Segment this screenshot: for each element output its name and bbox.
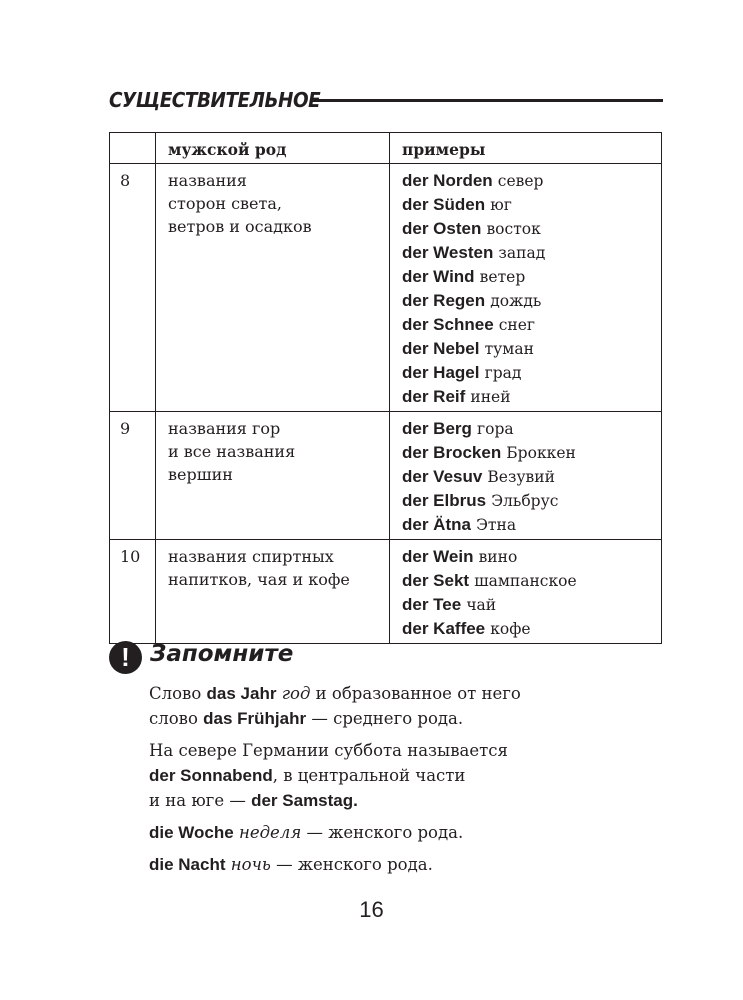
note-text: — женского рода. (301, 823, 464, 842)
note-paragraph (149, 852, 649, 877)
note-text: — женского рода. (270, 855, 433, 874)
table-header-row (110, 133, 662, 164)
german-word: der Norden (402, 171, 493, 190)
example-item (402, 569, 653, 593)
note-paragraph (149, 681, 649, 731)
example-item (402, 193, 653, 217)
note-text: . (353, 791, 358, 810)
german-word: der Osten (402, 219, 482, 238)
note-body (149, 681, 649, 884)
translation-italic: год (281, 684, 311, 703)
german-word: der Nebel (402, 339, 480, 358)
note-text: На севере Германии суббота называется (149, 741, 508, 760)
example-item (402, 545, 653, 569)
example-item (402, 241, 653, 265)
example-item (402, 593, 653, 617)
section-header (109, 88, 663, 114)
russian-translation: запад (498, 244, 546, 262)
german-word: der Berg (402, 419, 472, 438)
description-line: ветров и осадков (168, 217, 312, 236)
german-term: die Woche (149, 823, 234, 842)
russian-translation: ветер (479, 268, 526, 286)
russian-translation: шампанское (474, 572, 577, 590)
row-description (156, 412, 390, 540)
description-line: и все названия (168, 442, 296, 461)
exclamation-icon: ! (109, 641, 142, 674)
note-text: слово (149, 709, 204, 728)
table-row (110, 412, 662, 540)
example-item (402, 313, 653, 337)
german-word: der Elbrus (402, 491, 487, 510)
german-word: der Brocken (402, 443, 502, 462)
row-examples (390, 412, 662, 540)
example-item (402, 337, 653, 361)
translation-italic: неделя (238, 823, 302, 842)
russian-translation: снег (498, 316, 536, 334)
example-item (402, 289, 653, 313)
russian-translation: Эльбрус (491, 492, 559, 510)
row-examples (390, 164, 662, 412)
russian-translation: чай (466, 596, 497, 614)
russian-translation: юг (490, 196, 512, 214)
table-row (110, 164, 662, 412)
german-word: der Regen (402, 291, 486, 310)
german-term: das Jahr (206, 684, 277, 703)
russian-translation: Этна (476, 516, 517, 534)
row-description (156, 540, 390, 644)
row-number: 9 (110, 412, 156, 540)
german-term: der Samstag (251, 791, 354, 810)
example-item (402, 465, 653, 489)
note-text: и образованное от него (310, 684, 521, 703)
note-text: Слово (149, 684, 207, 703)
example-item (402, 617, 653, 641)
row-number: 8 (110, 164, 156, 412)
note-text: и на юге — (149, 791, 252, 810)
description-line: напитков, чая и кофе (168, 570, 350, 589)
note-title: Запомните (150, 641, 294, 667)
german-word: der Kaffee (402, 619, 486, 638)
example-item (402, 217, 653, 241)
noun-gender-table (109, 132, 662, 644)
german-word: der Ätna (402, 515, 471, 534)
row-number: 10 (110, 540, 156, 644)
russian-translation: Броккен (506, 444, 576, 462)
russian-translation: гора (477, 420, 514, 438)
german-term: das Frühjahr (203, 709, 307, 728)
table-row (110, 540, 662, 644)
section-rule (312, 99, 663, 102)
german-word: der Westen (402, 243, 494, 262)
description-line: названия гор (168, 419, 281, 438)
german-word: der Reif (402, 387, 466, 406)
russian-translation: Везувий (487, 468, 555, 486)
russian-translation: вино (478, 548, 518, 566)
russian-translation: иней (470, 388, 511, 406)
german-word: der Schnee (402, 315, 494, 334)
german-word: der Vesuv (402, 467, 483, 486)
example-item (402, 265, 653, 289)
section-title: СУЩЕСТВИТЕЛЬНОЕ (109, 88, 321, 112)
header-cell-masculine: мужской род (156, 133, 390, 164)
german-term: die Nacht (149, 855, 226, 874)
german-word: der Sekt (402, 571, 470, 590)
example-item (402, 169, 653, 193)
note-text: , в центральной части (272, 766, 466, 785)
russian-translation: град (484, 364, 522, 382)
page-number: 16 (359, 897, 384, 922)
note-paragraph (149, 820, 649, 845)
note-text: — среднего рода. (306, 709, 464, 728)
header-cell-number (110, 133, 156, 164)
row-examples (390, 540, 662, 644)
example-item (402, 489, 653, 513)
russian-translation: кофе (490, 620, 531, 638)
german-word: der Süden (402, 195, 486, 214)
translation-italic: ночь (230, 855, 271, 874)
description-line: названия (168, 171, 247, 190)
note-paragraph (149, 738, 649, 813)
german-word: der Tee (402, 595, 462, 614)
russian-translation: восток (486, 220, 541, 238)
example-item (402, 361, 653, 385)
example-item (402, 441, 653, 465)
german-word: der Wein (402, 547, 474, 566)
description-line: названия спиртных (168, 547, 334, 566)
russian-translation: дождь (490, 292, 542, 310)
example-item (402, 417, 653, 441)
russian-translation: туман (484, 340, 534, 358)
german-word: der Hagel (402, 363, 480, 382)
description-line: сторон света, (168, 194, 282, 213)
example-item (402, 385, 653, 409)
example-item (402, 513, 653, 537)
row-description (156, 164, 390, 412)
german-word: der Wind (402, 267, 475, 286)
german-term: der Sonnabend (149, 766, 273, 785)
description-line: вершин (168, 465, 233, 484)
header-cell-examples: примеры (390, 133, 662, 164)
russian-translation: север (497, 172, 544, 190)
